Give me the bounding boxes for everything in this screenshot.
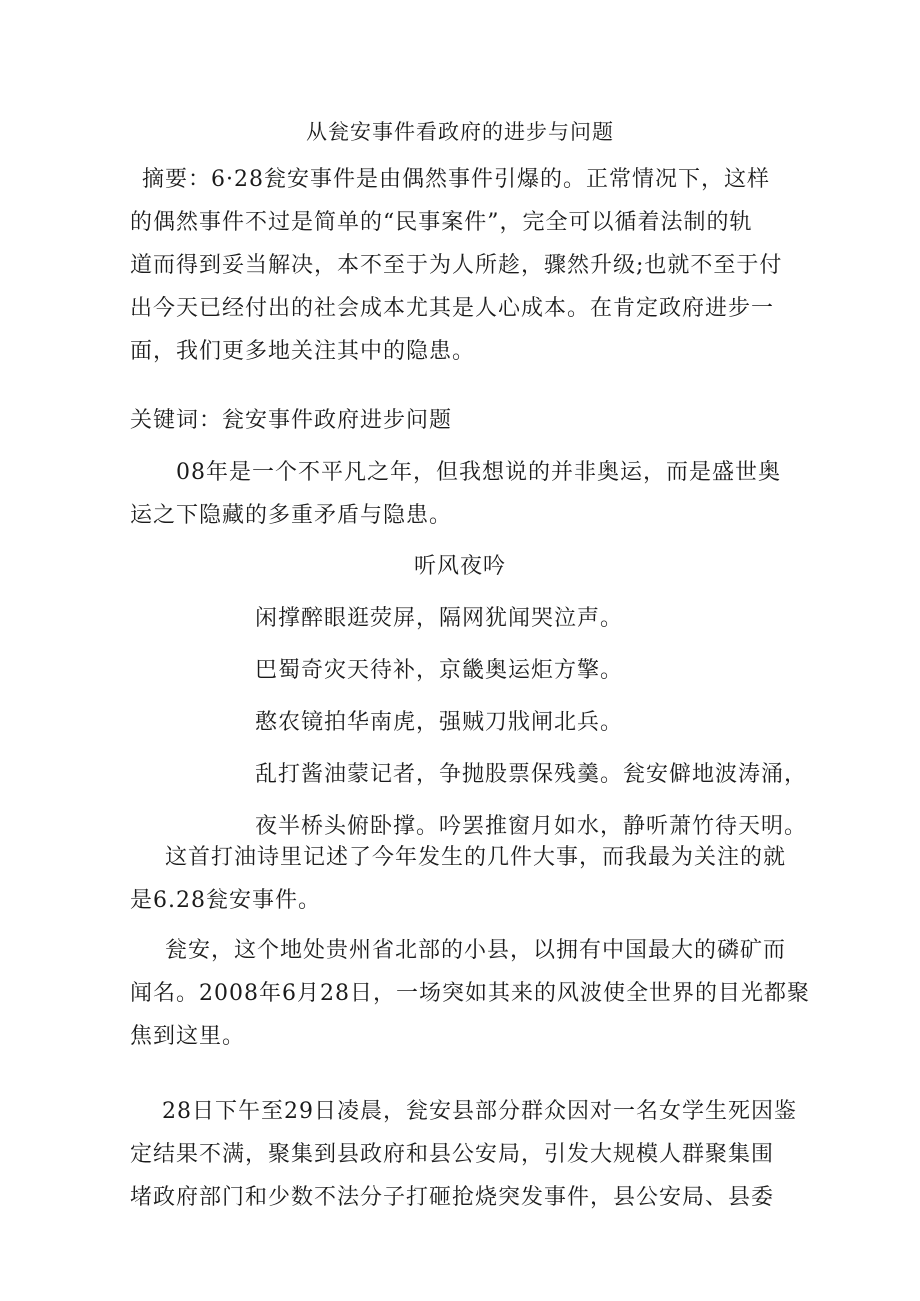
- body-paragraph-2: [130, 929, 810, 1058]
- paragraph-line: 闻名。2008年6月28日，一场突如其来的风波使全世界的目光都聚: [130, 981, 810, 1006]
- keywords: [130, 399, 452, 442]
- abstract-line: 面，我们更多地关注其中的隐患。: [130, 339, 476, 364]
- abstract-line: 道而得到妥当解决，本不至于为人所趁，骤然升级;也就不至于付: [130, 253, 783, 278]
- poem-line: 乱打酱油蒙记者，争抛股票保残羹。瓮安僻地波涛涌，: [255, 762, 808, 787]
- poem-body: [255, 597, 807, 857]
- abstract-line: 的偶然事件不过是简单的“民事案件”，完全可以循着法制的轨: [130, 210, 753, 235]
- abstract-line: 摘要：6·28瓮安事件是由偶然事件引爆的。正常情况下，这样: [142, 167, 770, 192]
- paragraph-line: 28日下午至29日凌晨，瓮安县部分群众因对一名女学生死因鉴: [162, 1099, 797, 1124]
- keywords-line: 关键词：瓮安事件政府进步问题: [130, 408, 453, 433]
- body-paragraph-3: [130, 1090, 797, 1219]
- intro-paragraph: [130, 451, 781, 537]
- poem-title: 听风夜吟: [413, 554, 506, 579]
- poem-line: 闲撑醉眼逛荧屏，隔网犹闻哭泣声。: [255, 606, 624, 631]
- body-paragraph-1: [130, 836, 786, 922]
- paragraph-line: 堵政府部门和少数不法分子打砸抢烧突发事件，县公安局、县委: [130, 1185, 775, 1210]
- poem-line: 憨农镜拍华南虎，强贼刀戕闸北兵。: [255, 710, 624, 735]
- paragraph-line: 瓮安，这个地处贵州省北部的小县，以拥有中国最大的磷矿而: [165, 938, 787, 963]
- document-title: 从瓮安事件看政府的进步与问题: [306, 120, 614, 144]
- paragraph-line: 是6.28瓮安事件。: [130, 888, 321, 913]
- paragraph-line: 08年是一个不平凡之年，但我想说的并非奥运，而是盛世奥: [176, 460, 781, 485]
- paragraph-line: 运之下隐藏的多重矛盾与隐患。: [130, 503, 453, 528]
- paragraph-line: 定结果不满，聚集到县政府和县公安局，引发大规模人群聚集围: [130, 1142, 775, 1167]
- paragraph-line: 焦到这里。: [130, 1024, 246, 1049]
- poem-line: 巴蜀奇灾天待补，京畿奥运炬方擎。: [255, 658, 624, 683]
- paragraph-line: 这首打油诗里记述了今年发生的几件大事，而我最为关注的就: [165, 845, 787, 870]
- abstract-line: 出今天已经付出的社会成本尤其是人心成本。在肯定政府进步一: [130, 296, 775, 321]
- poem-line: 夜半桥头俯卧撑。吟罢推窗月如水，静听萧竹待天明。: [255, 814, 808, 839]
- abstract: [130, 158, 810, 373]
